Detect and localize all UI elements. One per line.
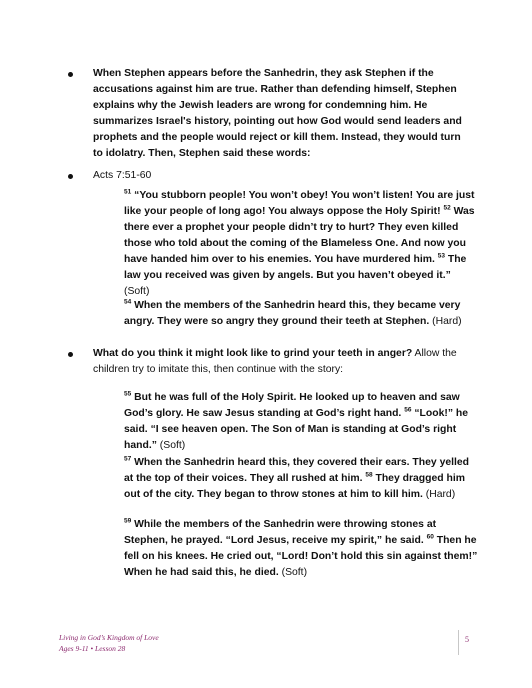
verse-number: 55 (124, 390, 132, 398)
verse-text: When the Sanhedrin heard this, they covered their ears. They yelled at the top of their voices. They all rushed at him. (124, 457, 470, 484)
bullet-icon (68, 72, 73, 77)
bullet-icon (68, 352, 73, 357)
reading-tag: (Hard) (425, 489, 456, 500)
scripture-passage (124, 188, 479, 300)
bullet-item (68, 66, 468, 162)
verse-text: While the members of the Sanhedrin were throwing stones at Stephen, he prayed. “Lord Jesus, receive my spirit,” he said. (124, 519, 437, 546)
verse-number: 51 (124, 188, 132, 196)
verse-text: When the members of the Sanhedrin heard this, they became very angry. They were so angry they ground their teeth at Stephen. (124, 300, 461, 327)
footer-course-title: Living in God’s Kingdom of Love (59, 633, 159, 642)
reading-tag: (Hard) (432, 316, 462, 327)
verse-text: “Look!” he said. “I see heaven open. The Son of Man is standing at God’s right hand.” (124, 408, 469, 451)
verse-number: 54 (124, 298, 132, 306)
scripture-passage (124, 298, 479, 330)
footer-divider (458, 630, 459, 655)
bullet-icon (68, 174, 73, 179)
verse-number: 52 (443, 204, 451, 212)
verse-text: “You stubborn people! You won’t obey! You won’t listen! You are just like your people of long ago! You always oppose the Holy Spirit! (124, 190, 475, 217)
verse-number: 57 (124, 455, 132, 463)
verse-number: 56 (404, 406, 412, 414)
bullet-text: When Stephen appears before the Sanhedrin, they ask Stephen if the accusations against him are true. Rather than defending himself, Stephen explains why the Jewish leaders are wrong for condemning him. He summarizes Israel's history, pointing out how God would send leaders and prophets and the people would reject or kill them. Instead, they would turn to idolatry. Then, Stephen said these words: (93, 68, 462, 159)
bullet-instruction: Allow the children try to imitate this, then continue with the story: (93, 348, 457, 375)
reading-tag: (Soft) (124, 286, 150, 297)
reading-tag: (Soft) (159, 440, 186, 451)
verse-number: 59 (124, 517, 132, 525)
verse-number: 58 (365, 471, 373, 479)
verse-text: But he was full of the Holy Spirit. He looked up to heaven and saw God’s glory. He saw Jesus standing at God’s right hand. (124, 392, 460, 419)
verse-text: Then he fell on his knees. He cried out, “Lord! Don’t hold this sin against them!” When he had said this, he died. (124, 535, 478, 578)
bullet-text (93, 346, 468, 378)
scripture-reference: Acts 7:51-60 (93, 170, 152, 181)
verse-number: 53 (437, 252, 445, 260)
scripture-passage (124, 517, 479, 581)
footer-lesson-info: Ages 9-11 • Lesson 28 (59, 644, 126, 653)
reading-tag: (Soft) (281, 567, 308, 578)
page-number: 5 (465, 635, 469, 644)
scripture-passage (124, 390, 479, 454)
bullet-item (68, 346, 468, 378)
verse-text: The law you received was given by angels. But you haven’t obeyed it.” (124, 254, 467, 281)
verse-text: They dragged him out of the city. They began to throw stones at him to kill him. (124, 473, 465, 500)
footer-course-info (59, 632, 159, 654)
bullet-question: What do you think it might look like to grind your teeth in anger? (93, 348, 413, 359)
scripture-passage (124, 455, 479, 503)
verse-number: 60 (426, 533, 434, 541)
verse-text: Was there ever a prophet your people didn’t try to hurt? They even killed those who told about the coming of the Blameless One. And now you have handed him over to his enemies. You have murdered him. (124, 206, 475, 265)
bullet-item (68, 168, 468, 184)
